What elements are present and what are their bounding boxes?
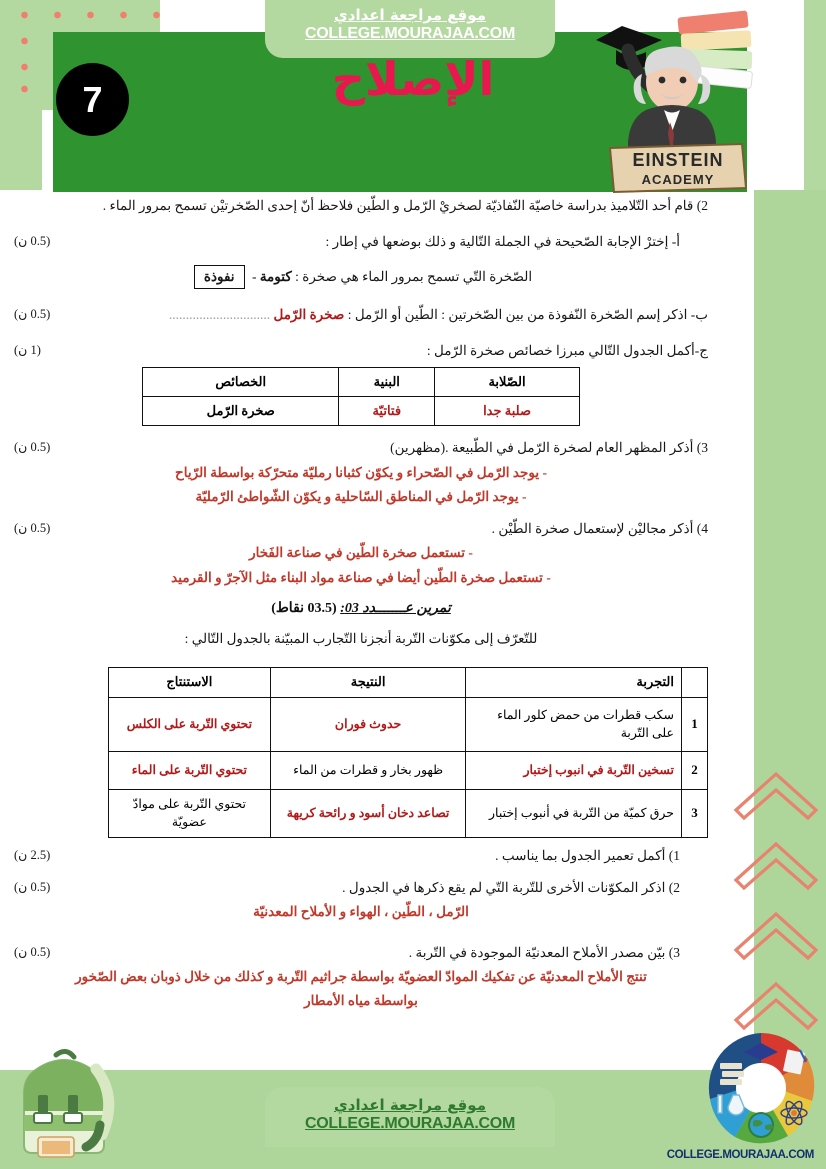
cell-conclusion: تحتوي التّربة على الماء <box>109 751 271 789</box>
rock-properties-table <box>142 367 580 426</box>
exercise-3-title <box>14 600 708 617</box>
table-row <box>109 751 708 789</box>
cell-index: 3 <box>682 789 708 837</box>
question-4-mark: (0.5 ن) <box>14 521 51 535</box>
header-site-url: COLLEGE.MOURAJAA.COM <box>304 25 515 42</box>
header-ribbon <box>265 0 555 58</box>
th-result: النتيجة <box>270 668 466 698</box>
question-2a-prompt: أ- إخترْ الإجابة الصّحيحة في الجملة التّالية و ذلك بوضعها في إطار : <box>325 234 680 250</box>
cell-experiment: تسخين التّربة في انبوب إختبار <box>466 751 682 789</box>
question-2b-row <box>14 305 708 325</box>
cell-result: ظهور بخار و قطرات من الماء <box>270 751 466 789</box>
cell-index: 2 <box>682 751 708 789</box>
question-3-answer-1: - يوجد الرّمل في الصّحراء و يكوّن كثبانا رمليّة متحرّكة بواسطة الرّياح <box>175 464 547 480</box>
exercise-3-question-2-row <box>14 878 708 898</box>
cell-structure: فتاتيّة <box>339 397 435 426</box>
exercise-3-question-3-answer-line2: بواسطة مياه الأمطار <box>304 993 418 1009</box>
question-3-row <box>14 438 708 458</box>
question-2b-prompt: ب- اذكر إسم الصّخرة النّفوذة من بين الصّخرتين : الطّين أو الرّمل : <box>347 306 708 322</box>
exercise-3-question-1-text: 1) أكمل تعمير الجدول بما يناسب . <box>495 847 680 863</box>
cell-index: 1 <box>682 697 708 751</box>
exercise-3-title-prefix: تمرين عـــــــدد 03: <box>340 600 451 616</box>
footer-site-url: COLLEGE.MOURAJAA.COM <box>304 1115 515 1132</box>
th-experiment: التجربة <box>466 668 682 698</box>
question-2a-sentence: الصّخرة التّي تسمح بمرور الماء هي صخرة : <box>295 268 533 284</box>
exercise-3-question-1-mark: (2.5 ن) <box>14 847 51 862</box>
cell-result: تصاعد دخان أسود و رائحة كريهة <box>270 789 466 837</box>
svg-text:ACADEMY: ACADEMY <box>641 172 715 187</box>
table-row <box>143 397 580 426</box>
footer-ribbon <box>265 1087 555 1147</box>
table-header-row <box>109 668 708 698</box>
cell-conclusion: تحتوي التّربة على موادّ عضويّة <box>109 789 271 837</box>
question-2c-prompt: ج-أكمل الجدول التّالي مبرزا خصائص صخرة الرّمل : <box>426 343 708 358</box>
question-4-text: 4) أذكر مجاليْن لإستعمال صخرة الطّيْن . <box>491 521 708 536</box>
exercise-3-question-3-text: 3) بيّن مصدر الأملاح المعدنيّة الموجودة في التّربة . <box>408 944 680 960</box>
option-boxed-answer[interactable]: نفوذة <box>194 265 245 289</box>
einstein-academy-logo <box>586 10 766 195</box>
cell-result: حدوث فوران <box>270 697 466 751</box>
decorative-chevrons <box>730 770 826 1060</box>
question-3-text: 3) أذكر المظهر العام لصخرة الرّمل في الطّبيعة .(مظهرين) <box>390 440 708 456</box>
page-number-badge: 7 <box>56 63 129 136</box>
svg-text:EINSTEIN: EINSTEIN <box>632 150 724 170</box>
cell-experiment: حرق كميّة من التّربة في أنبوب إختبار <box>466 789 682 837</box>
education-wheel-illustration <box>702 1029 820 1147</box>
footer-corner-url: COLLEGE.MOURAJAA.COM <box>666 1149 814 1161</box>
page-title: الإصلاح <box>331 52 495 106</box>
option-wrong[interactable]: كتومة <box>259 268 292 284</box>
question-2c-row <box>14 341 708 361</box>
cell-conclusion: تحتوي التّربة على الكلس <box>109 697 271 751</box>
backpack-illustration <box>4 1043 126 1161</box>
exercise-3-question-3-mark: (0.5 ن) <box>14 944 51 959</box>
table-row <box>109 697 708 751</box>
question-2c-mark: (1 ن) <box>14 343 41 357</box>
question-4-row <box>14 519 708 539</box>
soil-experiments-table <box>108 667 708 838</box>
question-3-mark: (0.5 ن) <box>14 440 51 455</box>
exercise-3-points: (03.5 نقاط) <box>271 600 337 616</box>
question-3-answer-2: - يوجد الرّمل في المناطق السّاحلية و يكوّن الشّواطئ الرّمليّة <box>195 488 527 504</box>
th-hardness: الصّلابة <box>435 368 580 397</box>
th-index <box>682 668 708 698</box>
cell-hardness: صلبة جدا <box>435 397 580 426</box>
exercise-3-question-2-answer: الرّمل ، الطّين ، الهواء و الأملاح المعدنيّة <box>253 904 469 920</box>
exercise-3-question-3-row <box>14 943 708 963</box>
exercise-3-question-1-row <box>14 846 708 866</box>
question-2-text: 2) قام أحد التّلاميذ بدراسة خاصيّة النّفاذيّة لصخريْ الرّمل و الطّين فلاحظ أنّ إحدى الصّخرتيْن تسمح بمرور الماء . <box>102 198 708 213</box>
header-site-name: موقع مراجعة اعدادي <box>334 6 486 24</box>
exercise-3-question-2-mark: (0.5 ن) <box>14 880 51 895</box>
document-content <box>0 196 730 1015</box>
th-conclusion: الاستنتاج <box>109 668 271 698</box>
option-separator: - <box>251 268 257 284</box>
th-structure: البنية <box>339 368 435 397</box>
table-header-row <box>143 368 580 397</box>
exercise-3-question-2-text: 2) اذكر المكوّنات الأخرى للتّربة التّي لم يقع ذكرها في الجدول . <box>342 880 680 896</box>
question-4-answer-1: - تستعمل صخرة الطّين في صناعة الفَخار <box>249 545 473 561</box>
table-row <box>109 789 708 837</box>
exercise-3-question-3-answer-line1: تنتج الأملاح المعدنيّة عن تفكيك الموادّ العضويّة بواسطة جراثيم التّربة و كذلك من خلال ذوبان بعض الصّخور <box>75 968 647 984</box>
exercise-3-intro: للتّعرّف إلى مكوّنات التّربة أنجزنا التّجارب المبيّنة بالجدول التّالي : <box>184 630 538 646</box>
question-2a-row <box>14 232 708 252</box>
question-2b-dots: .............................. <box>168 306 271 322</box>
question-2a-answer-row <box>14 265 708 289</box>
th-characteristics: الخصائص <box>143 368 339 397</box>
footer-site-name: موقع مراجعة اعدادي <box>334 1096 486 1114</box>
question-2b-mark: (0.5 ن) <box>14 306 51 321</box>
question-2b-answer: صخرة الرّمل <box>273 306 345 322</box>
question-4-answer-2: - تستعمل صخرة الطّين أيضا في صناعة مواد البناء مثل الآجرّ و القرميد <box>171 569 551 585</box>
cell-rock-label: صخرة الرّمل <box>143 397 339 426</box>
cell-experiment: سكب قطرات من حمض كلور الماء على التّربة <box>466 697 682 751</box>
question-2a-mark: (0.5 ن) <box>14 234 51 249</box>
